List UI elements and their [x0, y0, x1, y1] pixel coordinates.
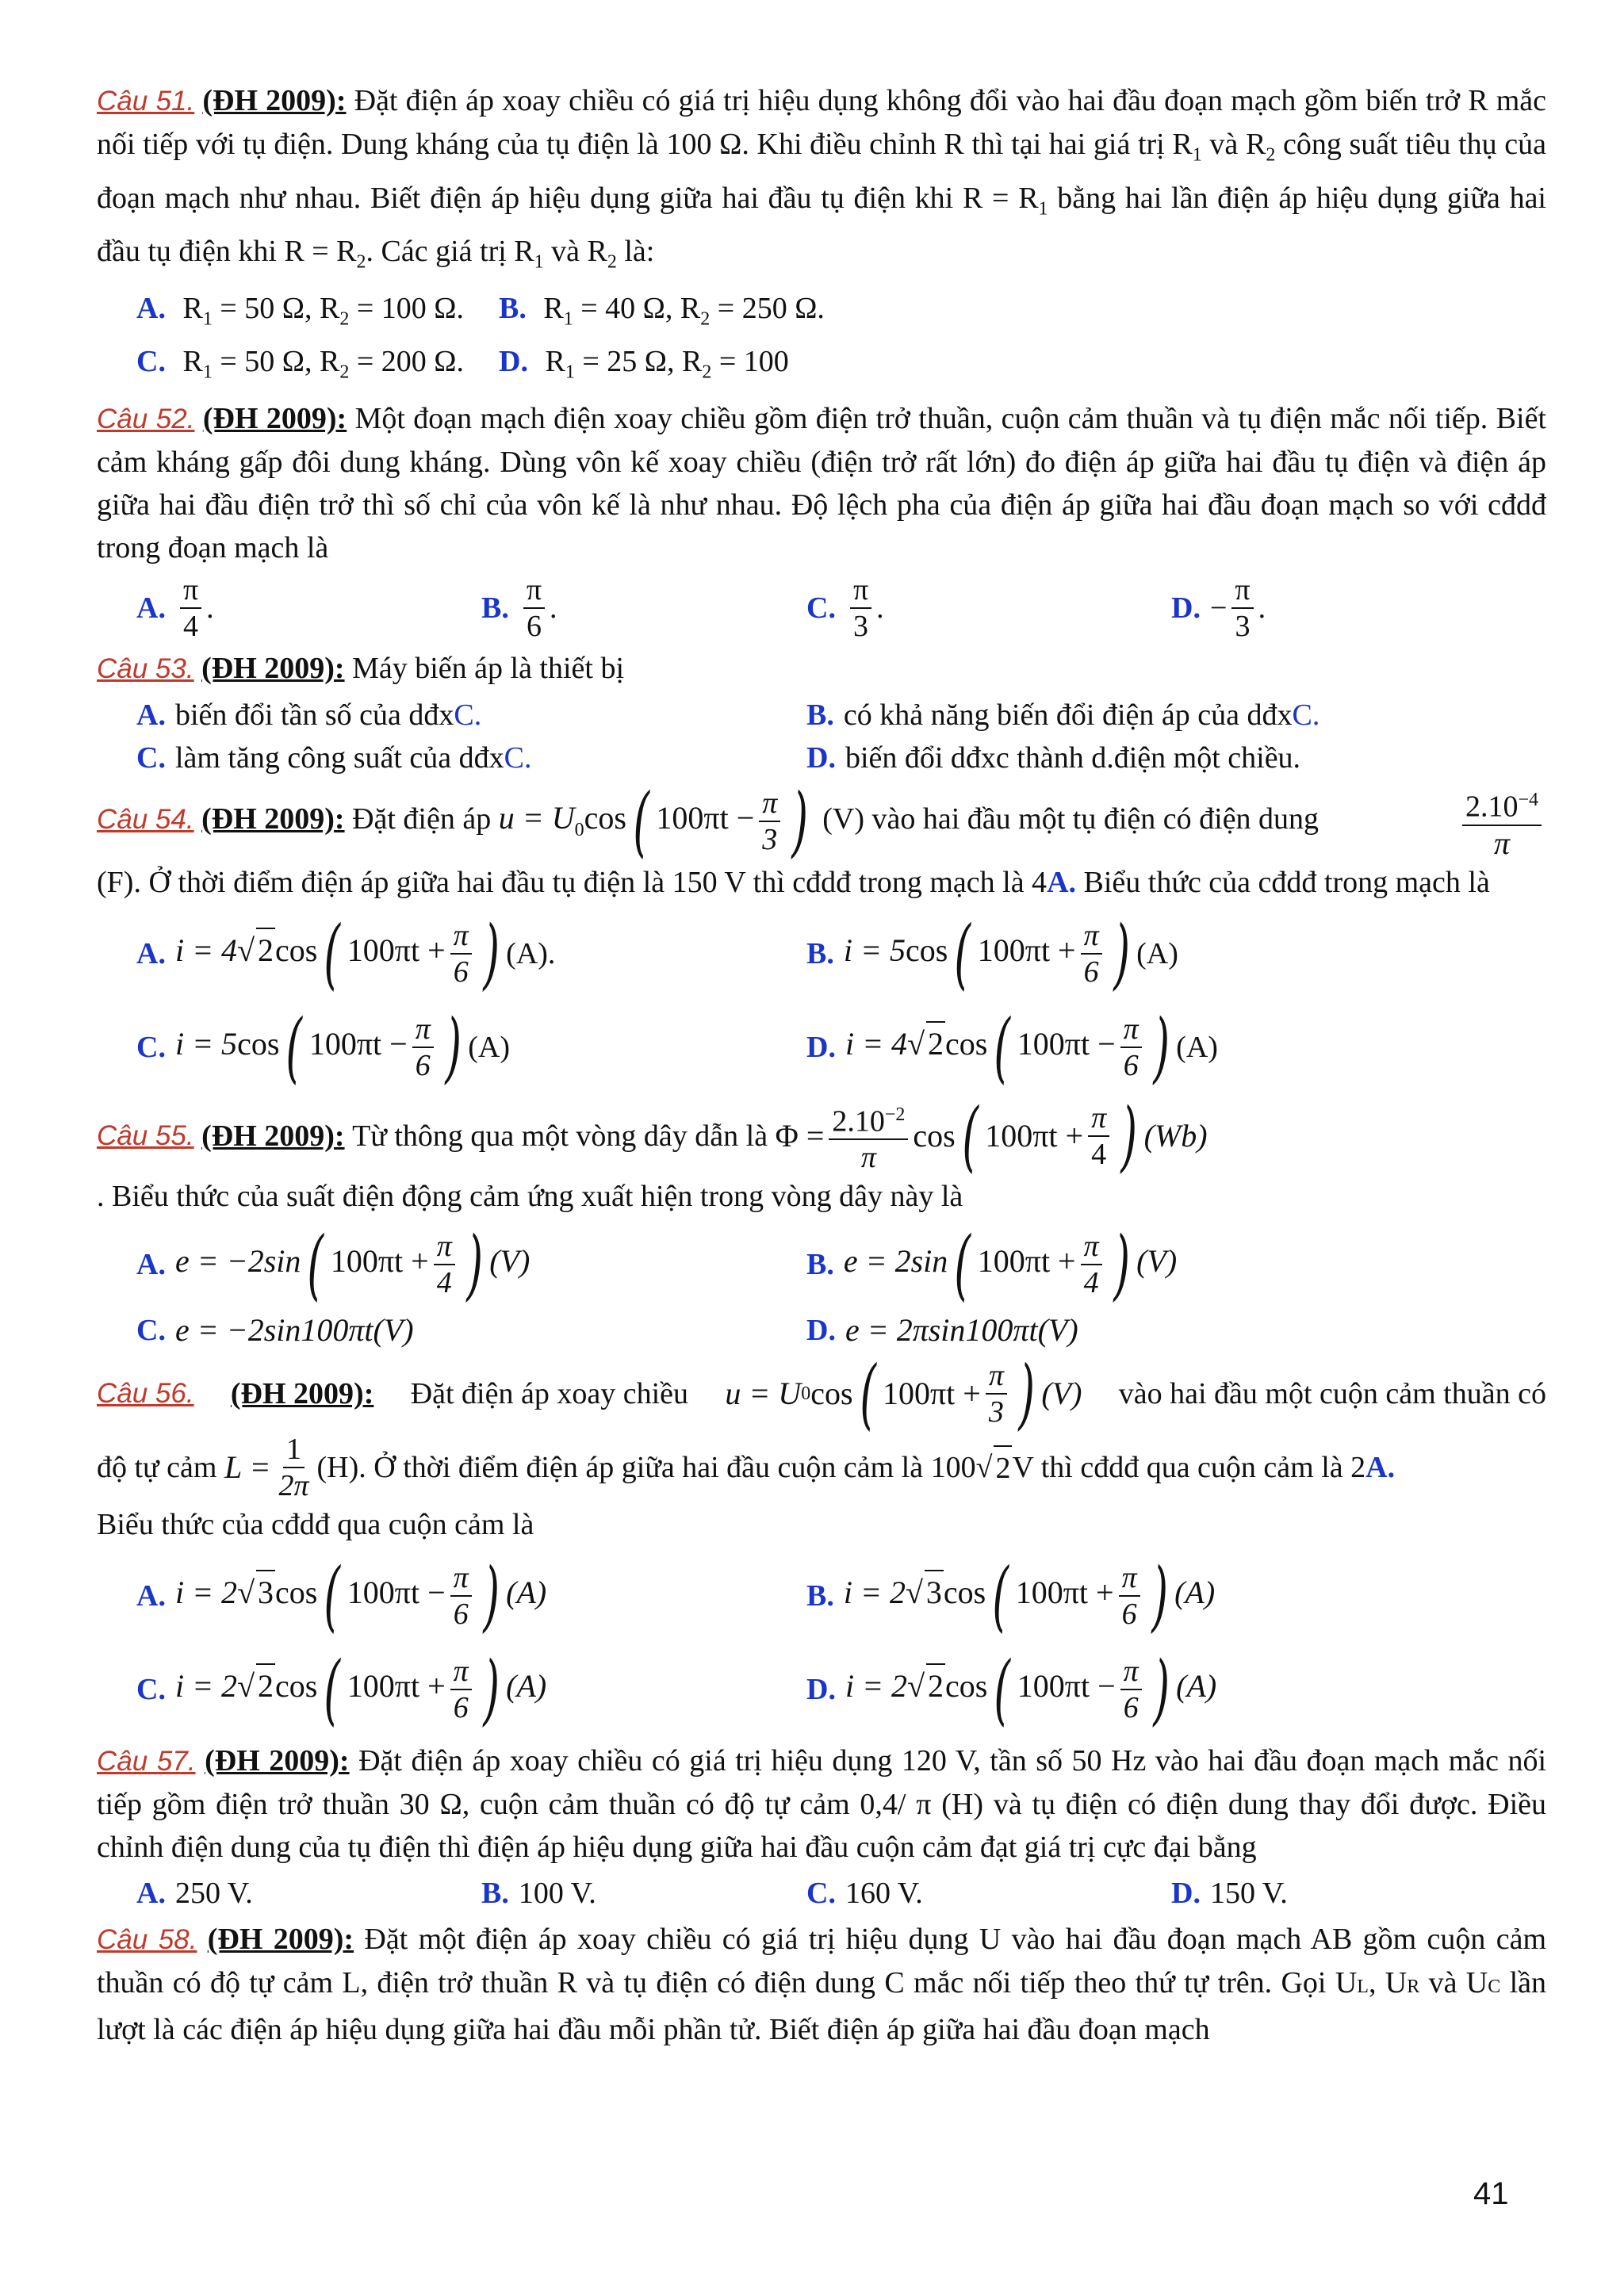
question-source: (ĐH 2009):	[201, 802, 345, 836]
page-number: 41	[1473, 2176, 1509, 2211]
question-label: Câu 55.	[97, 1119, 194, 1151]
question-source: (ĐH 2009):	[205, 1744, 350, 1778]
options-51	[97, 287, 1546, 394]
option-a[interactable]: A. e = −2sin( 100πt + $\frac{\pi}{4}$ ) (V)	[136, 1220, 530, 1310]
question-label: Câu 54.	[97, 804, 194, 836]
options-54	[97, 907, 1546, 1094]
option-b[interactable]: B. i = 5cos( 100πt + $\frac{\pi}{6}$ ) (A)	[806, 909, 1178, 998]
option-a[interactable]: A. $R_1 = 50$ Ω, $R_2 = 100$ Ω.	[136, 291, 465, 330]
option-row	[136, 340, 1546, 394]
question-text: Đặt điện áp xoay chiều có giá trị hiệu dụng 120 V, tần số 50 Hz vào hai đầu đoạn mạch mắc nối tiếp gồm điện trở thuần 30 Ω, cuộn cảm thuần có độ tự cảm 0,4/ π (H) và tụ điện có điện dung thay đổi được. Điều chỉnh điện dung của tụ điện thì điện áp hiệu dụng giữa hai đầu cuộn cảm đạt giá trị cực đại bằng	[97, 1744, 1547, 1865]
question-source: (ĐH 2009):	[202, 84, 347, 117]
question-57	[97, 1739, 1546, 1869]
question-label: Câu 53.	[97, 652, 194, 684]
option-d[interactable]: D. 150 V.	[1171, 1877, 1288, 1911]
question-source: (ĐH 2009):	[201, 1119, 345, 1153]
options-53	[97, 694, 1546, 779]
question-text: Máy biến áp là thiết bị	[352, 651, 625, 685]
option-c[interactable]: C. làm tăng công suất của dđx C.	[136, 740, 532, 775]
option-row	[136, 287, 1546, 341]
question-58: Câu 58. (ĐH 2009): Đặt một điện áp xoay chiều có giá trị hiệu dụng U vào hai đầu đoạn mạch AB gồm cuộn cảm thuần có độ tự cảm L, điện trở thuần R và tụ điện có điện dung C mắc nối tiếp theo thứ tự trên. Gọi UL, UR và UC lần lượt là các điện áp hiệu dụng giữa hai đầu mỗi phần tử. Biết điện áp giữa hai đầu đoạn mạch	[97, 1923, 1547, 2047]
page-content	[97, 79, 1546, 2051]
options-57	[97, 1872, 1546, 1915]
option-b[interactable]: B. i = 2√ 3cos( 100πt + $\frac{\pi}{6}$ ) (A)	[806, 1552, 1216, 1641]
question-52	[97, 397, 1546, 569]
option-d[interactable]: D. biến đổi dđxc thành d.điện một chiều.	[806, 740, 1301, 775]
option-b[interactable]: B. $\frac{\pi}{6}$ .	[481, 572, 557, 643]
option-c[interactable]: C. e = −2sin100πt(V)	[136, 1312, 414, 1349]
voltage-formula: $u = U_0\cos$( 100πt − $\frac{\pi}{3}$ )	[498, 777, 809, 867]
options-56	[97, 1549, 1546, 1736]
option-a[interactable]: A. i = 2√ 3cos( 100πt − $\frac{\pi}{6}$ ) (A)	[136, 1552, 547, 1641]
question-label: Câu 51.	[97, 86, 195, 117]
option-a[interactable]: A. i = 4√ 2cos( 100πt + $\frac{\pi}{6}$ ) (A).	[136, 909, 556, 998]
options-52	[97, 572, 1546, 644]
option-b[interactable]: B. 100 V.	[481, 1877, 596, 1911]
option-d[interactable]: D. i = 4√ 2cos( 100πt − $\frac{\pi}{6}$ ) (A)	[806, 1002, 1218, 1092]
question-label: Câu 57.	[97, 1746, 196, 1777]
question-54-cont: (F). Ở thời điểm điện áp giữa hai đầu tụ điện là 150 V thì cđdđ trong mạch là 4A. Biểu thức của cđdđ trong mạch là	[97, 865, 1490, 899]
question-53	[97, 647, 1546, 691]
option-c[interactable]: C. $\frac{\pi}{3}$ .	[806, 572, 884, 643]
question-55: Câu 55. (ĐH 2009): Từ thông qua một vòng dây dẫn là Φ = $\frac{2.10^{-2}}{\pi}$ cos ( 100πt + $\frac{\pi}{4}$ ) (Wb) . Biểu thức của suất điện động cảm ứng xuất hiện trong vòng dây này là	[97, 1091, 1208, 1214]
option-c[interactable]: C. $R_1 = 50$ Ω, $R_2 = 200$ Ω.	[136, 345, 465, 383]
question-51: Câu 51. (ĐH 2009): Đặt điện áp xoay chiều có giá trị hiệu dụng không đổi vào hai đầu đoạn mạch gồm biến trở R mắc nối tiếp với tụ điện. Dung kháng của tụ điện là 100 Ω. Khi điều chỉnh R thì tại hai giá trị $R_1$ và $R_2$ công suất tiêu thụ của đoạn mạch như nhau. Biết điện áp hiệu dụng giữa hai đầu tụ điện khi $R = R_1$ bằng hai lần điện áp hiệu dụng giữa hai đầu tụ điện khi $R = R_2$. Các giá trị $R_1$ và $R_2$ là:	[97, 84, 1547, 273]
option-c[interactable]: C. i = 2√ 2cos( 100πt + $\frac{\pi}{6}$ ) (A)	[136, 1645, 547, 1735]
question-label: Câu 52.	[97, 403, 195, 434]
question-source: (ĐH 2009):	[207, 1923, 354, 1957]
option-a[interactable]: A. $\frac{\pi}{4}$ .	[136, 572, 214, 643]
option-d[interactable]: D. e = 2πsin100πt(V)	[806, 1312, 1078, 1349]
question-label: Câu 56.	[97, 1378, 194, 1410]
question-source: (ĐH 2009):	[201, 651, 345, 685]
question-source: (ĐH 2009):	[202, 401, 347, 435]
question-text: Đặt điện áp xoay chiều có giá trị hiệu dụng không đổi vào hai đầu đoạn mạch gồm biến trở R mắc nối tiếp với tụ điện. Dung kháng của tụ điện là 100 Ω. Khi điều chỉnh R thì tại hai giá trị R	[97, 84, 1547, 161]
capacitance-fraction: $\frac{2.10^{-4}}{\pi}$	[1462, 783, 1542, 861]
option-a[interactable]: A. biến đổi tần số của dđx C.	[136, 698, 482, 732]
flux-formula: Φ = $\frac{2.10^{-2}}{\pi}$ cos ( 100πt + $\frac{\pi}{4}$ ) (Wb)	[775, 1091, 1208, 1181]
option-d[interactable]: D. $R_1 = 25$ Ω, $R_2 = 100$	[499, 345, 789, 383]
option-b[interactable]: B. có khả năng biến đổi điện áp của dđx C.	[806, 698, 1320, 732]
option-c[interactable]: C. 160 V.	[806, 1877, 923, 1911]
option-b[interactable]: B. $R_1 = 40$ Ω, $R_2 = 250$ Ω.	[499, 291, 825, 330]
voltage-formula: u = U 0 cos ( 100πt + $\frac{\pi}{3}$ ) (V)	[725, 1349, 1082, 1439]
question-56: Câu 56. (ĐH 2009): Đặt điện áp xoay chiều u = U 0 cos ( 100πt + $\frac{\pi}{3}$ ) (V) vào hai đầu một cuộn cảm thuần có	[97, 1349, 1546, 1439]
option-b[interactable]: B. e = 2sin( 100πt + $\frac{\pi}{4}$ ) (V)	[806, 1220, 1178, 1310]
question-56-cont2: Biểu thức của cđdđ qua cuộn cảm là	[97, 1508, 534, 1542]
question-source: (ĐH 2009):	[230, 1377, 374, 1411]
question-label: Câu 58.	[97, 1924, 197, 1956]
option-c[interactable]: C. i = 5cos( 100πt − $\frac{\pi}{6}$ ) (A)	[136, 1002, 510, 1092]
question-54: Câu 54. (ĐH 2009): Đặt điện áp $u = U_0\cos$( 100πt − $\frac{\pi}{3}$ ) (V) vào hai đầu một tụ điện có điện dung $\frac{2.10^{-4}}{\pi}$	[97, 783, 1546, 861]
option-a[interactable]: A. 250 V.	[136, 1877, 253, 1911]
option-d[interactable]: D. − $\frac{\pi}{3}$ .	[1171, 572, 1266, 643]
inductance-formula: L = $\frac{1}{2\pi}$	[224, 1433, 309, 1503]
question-56-cont: độ tự cảm L = $\frac{1}{2\pi}$ (H). Ở thời điểm điện áp giữa hai đầu cuộn cảm là 100 √ 2 V thì cđdđ qua cuộn cảm là 2 A.	[97, 1433, 1396, 1503]
question-text: Một đoạn mạch điện xoay chiều gồm điện trở thuần, cuộn cảm thuần và tụ điện mắc nối tiếp. Biết cảm kháng gấp đôi dung kháng. Dùng vôn kế xoay chiều (điện trở rất lớn) đo điện áp giữa hai đầu tụ điện và điện áp giữa hai đầu điện trở thì số chỉ của vôn kế là như nhau. Độ lệch pha của điện áp giữa hai đầu đoạn mạch so với cđdđ trong đoạn mạch là	[97, 401, 1547, 564]
option-d[interactable]: D. i = 2√ 2cos( 100πt − $\frac{\pi}{6}$ ) (A)	[806, 1645, 1217, 1735]
options-55	[97, 1221, 1546, 1353]
